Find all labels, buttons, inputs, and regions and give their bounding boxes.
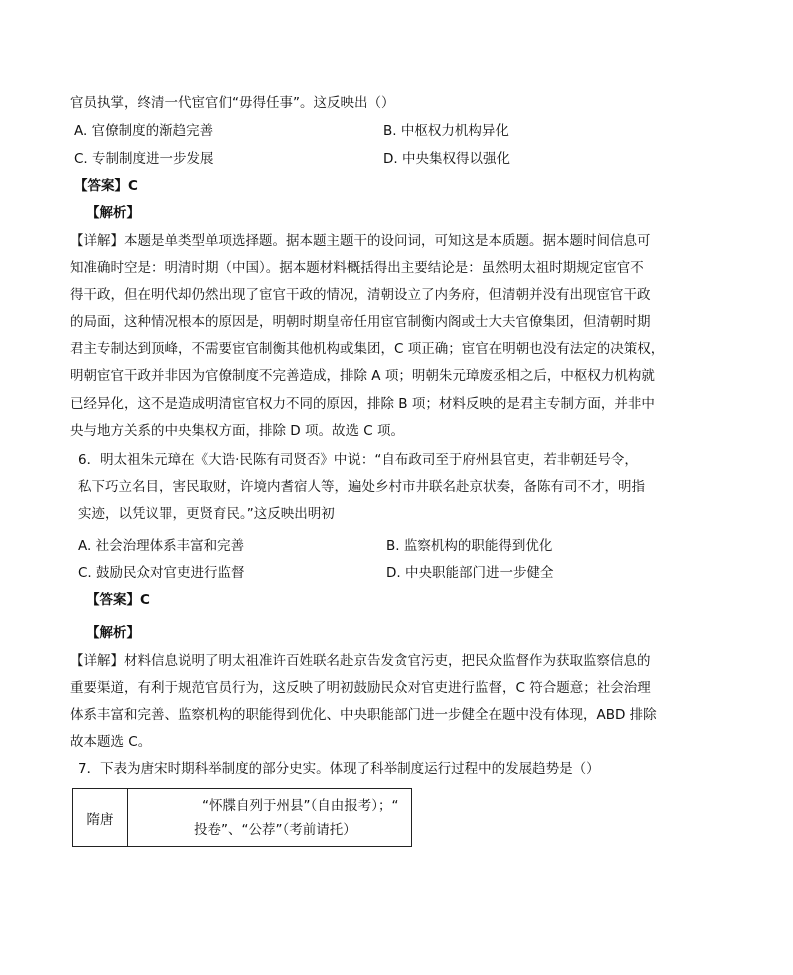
q5-option-c: C. 专制制度进一步发展 — [74, 151, 214, 167]
q5-explanation-line: 【详解】本题是单类型单项选择题。据本题主题干的设问词，可知这是本质题。据本题时间信息可 — [70, 233, 651, 249]
q5-explanation-line: 明朝宦官干政并非因为官僚制度不完善造成，排除 A 项；明朝朱元璋废丞相之后，中枢权力机构就 — [70, 368, 655, 384]
q6-explanation-line: 【详解】材料信息说明了明太祖准许百姓联名赴京告发贪官污吏，把民众监督作为获取监察信息的 — [70, 653, 651, 669]
q6-option-d: D. 中央职能部门进一步健全 — [386, 565, 554, 581]
q5-analysis-label: 【解析】 — [86, 205, 140, 221]
q5-option-b: B. 中枢权力机构异化 — [383, 123, 509, 139]
q7-history-table — [72, 788, 412, 847]
q7-stem: 7．下表为唐宋时期科举制度的部分史实。体现了科举制度运行过程中的发展趋势是（） — [78, 761, 600, 777]
table-row — [73, 789, 412, 847]
q6-explanation-line: 故本题选 C。 — [70, 734, 152, 750]
q5-explanation-line: 得干政，但在明代却仍然出现了宦官干政的情况，清朝设立了内务府，但清朝并没有出现宦官干政 — [70, 287, 651, 303]
q5-explanation-line: 知准确时空是：明清时期（中国）。据本题材料概括得出主要结论是：虽然明太祖时期规定宦官不 — [70, 260, 644, 276]
table-cell-facts — [128, 789, 412, 847]
q6-analysis-label: 【解析】 — [86, 625, 140, 641]
q5-explanation-line: 的局面，这种情况根本的原因是，明朝时期皇帝任用宦官制衡内阁或士大夫官僚集团，但清朝时期 — [70, 314, 651, 330]
table-cell-fact-line: 投卷”、“公荐”（考前请托） — [194, 821, 357, 838]
q6-option-a: A. 社会治理体系丰富和完善 — [78, 538, 245, 554]
q6-answer: 【答案】C — [86, 592, 150, 608]
q6-option-c: C. 鼓励民众对官吏进行监督 — [78, 565, 245, 581]
q5-explanation-line: 已经异化，这不是造成明清宦官权力不同的原因，排除 B 项；材料反映的是君主专制方面，并非中 — [70, 396, 655, 412]
q5-option-a: A. 官僚制度的渐趋完善 — [74, 123, 214, 139]
q6-stem-line: 私下巧立名目，害民取财，许境内耆宿人等，遍处乡村市井联名赴京状奏，备陈有司不才，明指 — [78, 479, 645, 495]
q6-option-b: B. 监察机构的职能得到优化 — [386, 538, 553, 554]
table-cell-period: 隋唐 — [73, 789, 128, 847]
q6-explanation-line: 重要渠道，有利于规范官员行为，这反映了明初鼓励民众对官吏进行监督，C 符合题意；社会治理 — [70, 680, 651, 696]
q5-answer: 【答案】C — [74, 178, 138, 194]
q5-explanation-line: 君主专制达到顶峰，不需要宦官制衡其他机构或集团，C 项正确；宦官在明朝也没有法定的决策权， — [70, 341, 665, 357]
q6-stem-line: 6．明太祖朱元璋在《大诰·民陈有司贤否》中说：“自布政司至于府州县官吏，若非朝廷号令， — [78, 452, 638, 468]
q5-explanation-line: 央与地方关系的中央集权方面，排除 D 项。故选 C 项。 — [70, 423, 404, 439]
q5-stem-tail: 官员执掌，终清一代宦官们“毋得任事”。这反映出（） — [70, 95, 395, 111]
q5-option-d: D. 中央集权得以强化 — [383, 151, 510, 167]
q6-explanation-line: 体系丰富和完善、监察机构的职能得到优化、中央职能部门进一步健全在题中没有体现，ABD 排除 — [70, 707, 657, 723]
q6-stem-line: 实迹，以凭议罪，更贤育民。”这反映出明初 — [78, 506, 335, 522]
table-cell-fact-line: “怀牒自列于州县”（自由报考）；“ — [202, 797, 399, 814]
